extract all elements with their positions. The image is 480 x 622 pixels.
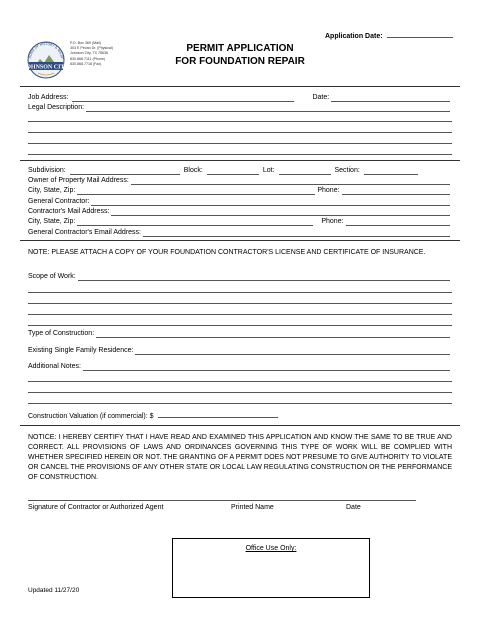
job-address-row[interactable] <box>28 92 452 102</box>
legal-description-line[interactable] <box>86 104 450 112</box>
general-contractor-label: General Contractor: <box>28 198 90 205</box>
job-date-line[interactable] <box>331 94 450 102</box>
contact-block <box>70 41 113 67</box>
subdivision-line[interactable] <box>70 167 180 175</box>
signature-date-label: Date <box>346 504 361 511</box>
construction-type-label: Type of Construction: <box>28 330 95 337</box>
owner-mail-line[interactable] <box>131 177 450 185</box>
owner-mail-label: Owner of Property Mail Address: <box>28 177 129 184</box>
additional-notes-label: Additional Notes: <box>28 363 81 370</box>
contact-city: Johnson City, TX 78636 <box>70 51 109 56</box>
contact-physical: 303 E Pecan Dr. (Physical) <box>70 46 113 51</box>
existing-residence-line[interactable] <box>135 347 450 355</box>
contractor-city-label: City, State, Zip: <box>28 218 76 225</box>
subdivision-row[interactable] <box>28 165 452 175</box>
additional-notes-line-2[interactable] <box>28 381 452 382</box>
page-subtitle: FOR FOUNDATION REPAIR <box>175 56 305 67</box>
owner-city-label: City, State, Zip: <box>28 187 76 194</box>
section-label: Section: <box>334 167 360 174</box>
contact-fax: 830.868.7718 (Fax) <box>70 61 102 66</box>
application-date-field[interactable] <box>325 30 453 41</box>
contractor-city-row[interactable] <box>28 216 452 226</box>
logo-arc-text: HOME OF HISTORY & WILDF <box>28 41 64 60</box>
section-divider-job <box>20 160 460 161</box>
insurance-note: NOTE: PLEASE ATTACH A COPY OF YOUR FOUNDATION CONTRACTOR'S LICENSE AND CERTIFICATE OF INSURANCE. <box>28 249 426 256</box>
block-label: Block: <box>183 167 203 174</box>
city-logo <box>26 40 66 80</box>
signature-line[interactable] <box>28 500 416 501</box>
contractor-phone-label: Phone: <box>321 218 344 225</box>
legal-description-line-5[interactable] <box>28 154 452 155</box>
contractor-email-line[interactable] <box>143 229 450 237</box>
block-line[interactable] <box>207 167 259 175</box>
contractor-mail-line[interactable] <box>111 208 450 216</box>
section-line[interactable] <box>364 167 418 175</box>
office-use-box <box>172 538 370 598</box>
scope-label: Scope of Work: <box>28 273 76 280</box>
application-date-label: Application Date: <box>325 33 383 40</box>
lot-label: Lot: <box>262 167 275 174</box>
subdivision-label: Subdivision: <box>28 167 66 174</box>
scope-line-4[interactable] <box>28 314 452 315</box>
contractor-mail-row[interactable] <box>28 206 452 216</box>
contact-mail: P.O. Box 369 (Mail) <box>70 41 101 45</box>
construction-type-line[interactable] <box>96 330 450 338</box>
owner-city-line[interactable] <box>77 187 315 195</box>
owner-mail-row[interactable] <box>28 175 452 185</box>
owner-phone-label: Phone: <box>317 187 340 194</box>
legal-description-line-2[interactable] <box>28 121 452 122</box>
job-address-label: Job Address: <box>28 94 69 101</box>
printed-name-label: Printed Name <box>231 504 274 511</box>
contractor-email-label: General Contractor's Email Address: <box>28 229 141 236</box>
legal-description-line-4[interactable] <box>28 143 452 144</box>
legal-description-row[interactable] <box>28 102 452 112</box>
job-date-label: Date: <box>312 94 330 101</box>
city-seal-icon <box>26 40 66 80</box>
contractor-email-row[interactable] <box>28 227 452 237</box>
page-title: PERMIT APPLICATION <box>186 43 294 54</box>
contractor-city-line[interactable] <box>77 218 313 226</box>
valuation-line[interactable] <box>158 410 278 418</box>
updated-date: Updated 11/27/20 <box>28 587 80 594</box>
lot-line[interactable] <box>279 167 331 175</box>
legal-description-line-3[interactable] <box>28 132 452 133</box>
additional-notes-row[interactable] <box>28 361 452 371</box>
additional-notes-line-3[interactable] <box>28 392 452 393</box>
scope-row[interactable] <box>28 271 452 281</box>
owner-phone-line[interactable] <box>342 187 450 195</box>
scope-line-3[interactable] <box>28 303 452 304</box>
section-divider-top <box>20 86 460 87</box>
certification-notice: NOTICE: I HEREBY CERTIFY THAT I HAVE READ AND EXAMINED THIS APPLICATION AND KNOW THE SAME TO BE TRUE AND CORRECT. ALL PROVISIONS OF LAWS AND ORDINANCES GOVERNING THIS TYPE OF WORK WILL BE COMPLIED WITH WHETHER SPECIFIED HEREIN OR NOT. THE GRANTING OF A PERMIT DOES NOT PRESUME TO GIVE AUTHORITY TO VIOLATE OR CANCEL THE PROVISIONS OF ANY OTHER STATE OR LOCAL LAW REGULATING CONSTRUCTION OR THE PERFORMANCE OF CONSTRUCTION. <box>28 434 452 481</box>
logo-text: JOHNSON CIT <box>26 64 65 71</box>
general-contractor-row[interactable] <box>28 196 452 206</box>
application-date-line <box>387 30 453 38</box>
additional-notes-line[interactable] <box>83 363 450 371</box>
valuation-label: Construction Valuation (if commercial): $ <box>28 413 154 420</box>
additional-notes-line-4[interactable] <box>28 403 452 404</box>
existing-residence-row[interactable] <box>28 345 452 355</box>
section-divider-property <box>20 240 460 241</box>
contact-phone: 830.868.7111 (Phone) <box>70 56 106 61</box>
valuation-row[interactable] <box>28 410 278 421</box>
job-address-line[interactable] <box>72 94 294 102</box>
general-contractor-line[interactable] <box>91 198 450 206</box>
office-use-label: Office Use Only: <box>245 545 297 552</box>
construction-type-row[interactable] <box>28 328 452 338</box>
scope-line[interactable] <box>78 273 450 281</box>
signature-label: Signature of Contractor or Authorized Agent <box>28 504 164 511</box>
section-divider-work <box>20 425 460 426</box>
contractor-phone-line[interactable] <box>346 218 450 226</box>
contractor-mail-label: Contractor's Mail Address: <box>28 208 110 215</box>
scope-line-5[interactable] <box>28 325 452 326</box>
scope-line-2[interactable] <box>28 292 452 293</box>
owner-city-row[interactable] <box>28 185 452 195</box>
legal-description-label: Legal Description: <box>28 104 85 111</box>
existing-residence-label: Existing Single Family Residence: <box>28 347 134 354</box>
